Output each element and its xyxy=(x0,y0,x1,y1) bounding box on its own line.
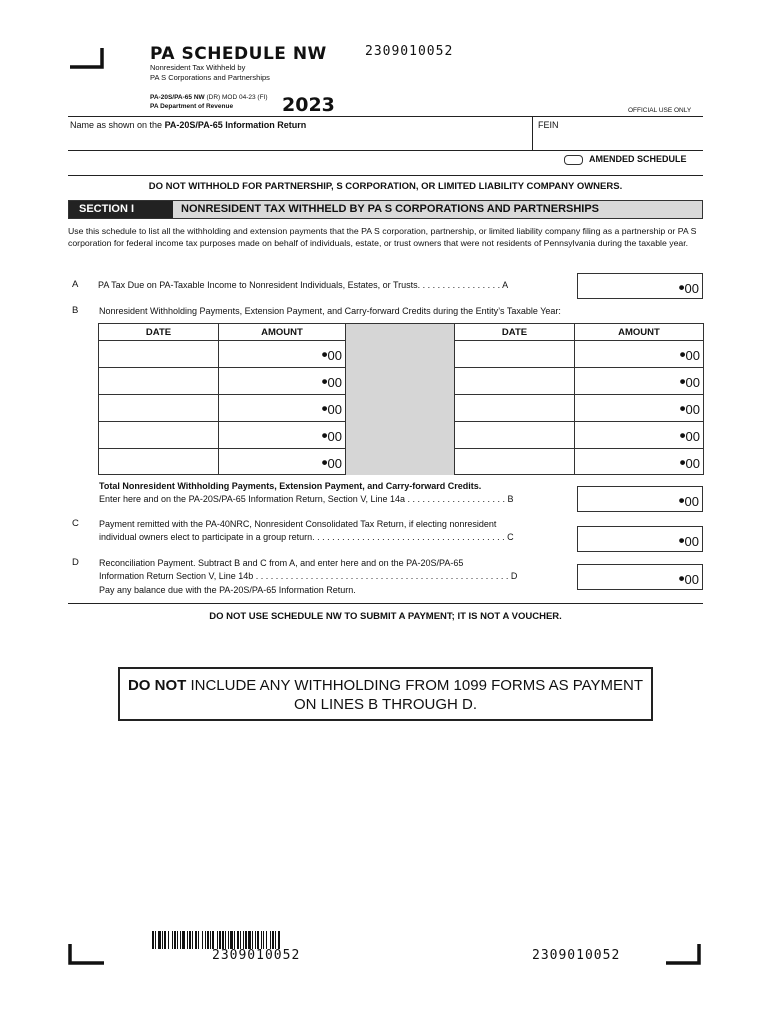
warning-bold: DO NOT xyxy=(127,677,187,694)
amount-left-2[interactable] xyxy=(218,367,346,395)
amount-right-2[interactable] xyxy=(574,367,704,395)
warning-box xyxy=(118,667,653,721)
date-left-2[interactable] xyxy=(98,367,219,395)
amount-right-3[interactable] xyxy=(574,394,704,422)
line-c-text1: Payment remitted with the PA-40NRC, Nonresident Consolidated Tax Return, if electing nonresident xyxy=(99,519,497,529)
date-right-3[interactable] xyxy=(454,394,575,422)
form-code-bold: PA-20S/PA-65 NW xyxy=(150,94,205,101)
fein-label: FEIN xyxy=(538,120,559,130)
line-b-text: Nonresident Withholding Payments, Extension Payment, and Carry-forward Credits during the Entity’s Taxable Year: xyxy=(99,306,561,316)
department: PA Department of Revenue xyxy=(150,103,234,110)
header-date-right-label: DATE xyxy=(501,327,528,338)
cents-right-3: •00 xyxy=(679,399,700,418)
tax-year: 2023 xyxy=(282,94,335,116)
rule-bottom xyxy=(68,603,703,604)
line-a-text: PA Tax Due on PA-Taxable Income to Nonresident Individuals, Estates, or Trusts. . . . . . . . . . . . . . . . . A xyxy=(98,280,509,290)
notice-top: DO NOT WITHHOLD FOR PARTNERSHIP, S CORPORATION, OR LIMITED LIABILITY COMPANY OWNERS. xyxy=(148,181,623,192)
amount-left-5[interactable] xyxy=(218,448,346,475)
name-input[interactable] xyxy=(70,132,530,148)
corner-mark-top-left xyxy=(70,48,104,70)
header-date-left-label: DATE xyxy=(145,327,172,338)
date-left-3[interactable] xyxy=(98,394,219,422)
line-d-text3: Pay any balance due with the PA-20S/PA-65 Information Return. xyxy=(99,585,356,595)
form-code-rest: (DR) MOD 04-23 (FI) xyxy=(206,94,268,101)
name-label xyxy=(70,120,306,130)
cents-right-4: •00 xyxy=(679,426,700,445)
line-d-cents: •00 xyxy=(678,569,699,588)
total-line-text: Enter here and on the PA-20S/PA-65 Information Return, Section V, Line 14a . . . . . . . . . . . . . . . . . . . . B xyxy=(99,494,514,504)
official-use-label: OFFICIAL USE ONLY xyxy=(628,107,692,114)
cents-right-2: •00 xyxy=(679,372,700,391)
date-right-1[interactable] xyxy=(454,340,575,368)
warning-line2: ON LINES B THROUGH D. xyxy=(293,696,478,713)
barcode xyxy=(152,931,362,949)
amount-right-1[interactable] xyxy=(574,340,704,368)
form-title: PA SCHEDULE NW xyxy=(150,44,327,64)
line-d-text2: Information Return Section V, Line 14b . . . . . . . . . . . . . . . . . . . . . . . . . . . . . . . . . . . . . . . . . . . . . . . . . . . D xyxy=(99,571,518,581)
amount-left-3[interactable] xyxy=(218,394,346,422)
barcode-number-top: 2309010052 xyxy=(365,44,454,59)
date-right-2[interactable] xyxy=(454,367,575,395)
section-label: SECTION I xyxy=(69,201,173,218)
subtitle-line1: Nonresident Tax Withheld by xyxy=(150,63,246,72)
cents-left-2: •00 xyxy=(321,372,342,391)
number-bottom-right: 2309010052 xyxy=(532,948,621,963)
form-code xyxy=(150,94,268,101)
date-left-1[interactable] xyxy=(98,340,219,368)
header-amount-left-label: AMOUNT xyxy=(261,327,303,338)
section-instructions: Use this schedule to list all the withholding and extension payments that the PA S corporation, partnership, or limited liability company filing as a partnership or PA S corporation for federal income tax purposes made on behalf of individuals, estate, or trust owners that were not residents of Pennsylvania during the taxable year. xyxy=(68,226,697,248)
table-separator xyxy=(346,323,454,475)
line-a-cents: •00 xyxy=(678,278,699,297)
cents-left-5: •00 xyxy=(321,453,342,472)
rule-name-bottom xyxy=(68,150,703,151)
header-amount-right-label: AMOUNT xyxy=(618,327,660,338)
line-d-text1: Reconciliation Payment. Subtract B and C from A, and enter here and on the PA-20S/PA-65 xyxy=(99,558,464,568)
amount-right-4[interactable] xyxy=(574,421,704,449)
cents-right-1: •00 xyxy=(679,345,700,364)
name-label-prefix: Name as shown on the xyxy=(70,120,165,130)
cents-left-3: •00 xyxy=(321,399,342,418)
line-c-input[interactable] xyxy=(577,526,703,552)
notice-bottom: DO NOT USE SCHEDULE NW TO SUBMIT A PAYMENT; IT IS NOT A VOUCHER. xyxy=(209,611,562,622)
corner-mark-bottom-right xyxy=(666,944,702,966)
warning-line1 xyxy=(120,676,651,695)
line-a-input[interactable] xyxy=(577,273,703,299)
subtitle-line2: PA S Corporations and Partnerships xyxy=(150,73,270,82)
line-a-letter: A xyxy=(72,279,79,290)
line-d-input[interactable] xyxy=(577,564,703,590)
barcode-number-bottom: 2309010052 xyxy=(212,948,301,963)
amount-left-1[interactable] xyxy=(218,340,346,368)
date-left-4[interactable] xyxy=(98,421,219,449)
section-title: NONRESIDENT TAX WITHHELD BY PA S CORPORATIONS AND PARTNERSHIPS xyxy=(181,203,600,215)
line-b-total-input[interactable] xyxy=(577,486,703,512)
line-c-letter: C xyxy=(72,518,79,529)
line-b-letter: B xyxy=(72,305,79,316)
total-line-bold: Total Nonresident Withholding Payments, Extension Payment, and Carry-forward Credits. xyxy=(99,481,482,491)
amended-checkbox[interactable] xyxy=(564,155,583,165)
line-b-cents: •00 xyxy=(678,491,699,510)
name-label-bold: PA-20S/PA-65 Information Return xyxy=(164,120,307,130)
date-left-5[interactable] xyxy=(98,448,219,475)
line-c-text2: individual owners elect to participate in a group return. . . . . . . . . . . . . . . . . . . . . . . . . . . . . . . . . . . . . . . C xyxy=(99,532,514,542)
amount-right-5[interactable] xyxy=(574,448,704,475)
amended-label: AMENDED SCHEDULE xyxy=(589,154,687,164)
rule-notice-top xyxy=(68,175,703,176)
cents-right-5: •00 xyxy=(679,453,700,472)
fein-divider xyxy=(532,116,533,150)
cents-left-1: •00 xyxy=(321,345,342,364)
amount-left-4[interactable] xyxy=(218,421,346,449)
section-header xyxy=(68,200,703,219)
line-c-cents: •00 xyxy=(678,531,699,550)
corner-mark-bottom-left xyxy=(68,944,104,966)
date-right-5[interactable] xyxy=(454,448,575,475)
cents-left-4: •00 xyxy=(321,426,342,445)
rule-top xyxy=(68,116,703,117)
warning-text1: INCLUDE ANY WITHHOLDING FROM 1099 FORMS AS PAYMENT xyxy=(186,677,644,694)
line-d-letter: D xyxy=(72,557,79,568)
date-right-4[interactable] xyxy=(454,421,575,449)
fein-input[interactable] xyxy=(538,132,698,148)
withholding-table xyxy=(98,323,704,475)
